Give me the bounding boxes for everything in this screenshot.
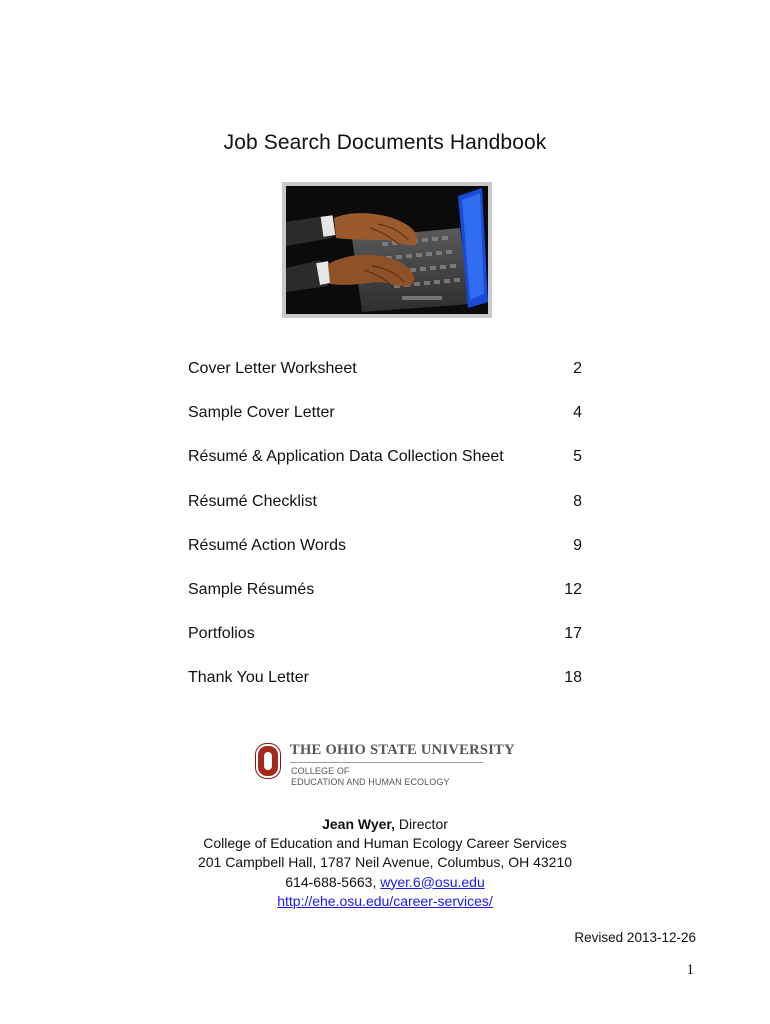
- toc-item-page: 17: [564, 625, 582, 643]
- logo-college-line: COLLEGE OF: [291, 766, 350, 776]
- revision-date: Revised 2013-12-26: [574, 930, 696, 945]
- contact-name: Jean Wyer,: [322, 816, 395, 832]
- toc-item-label: Résumé Checklist: [188, 492, 317, 510]
- logo-college-line: EDUCATION AND HUMAN ECOLOGY: [291, 777, 450, 787]
- toc-item-page: 18: [564, 669, 582, 687]
- toc-item-label: Portfolios: [188, 625, 255, 643]
- toc-row[interactable]: [188, 446, 582, 490]
- toc-item-page: 9: [573, 536, 582, 554]
- toc-item-label: Sample Cover Letter: [188, 404, 335, 422]
- toc-item-page: 2: [573, 360, 582, 377]
- contact-phone-line: [0, 873, 770, 892]
- contact-phone: 614-688-5663,: [285, 873, 377, 890]
- toc-item-label: Résumé Action Words: [188, 536, 346, 554]
- toc-row[interactable]: [188, 358, 582, 402]
- contact-block: [0, 815, 770, 911]
- toc-item-page: 8: [573, 492, 582, 510]
- toc-row[interactable]: [188, 402, 582, 446]
- toc-item-page: 12: [564, 580, 582, 598]
- hands-typing-on-laptop-icon: [282, 182, 492, 318]
- contact-office: College of Education and Human Ecology Career Services: [203, 835, 567, 852]
- contact-email-link[interactable]: wyer.6@osu.edu: [380, 873, 485, 890]
- contact-name-line: [0, 815, 770, 834]
- university-logo: [255, 740, 515, 792]
- toc-item-page: 5: [573, 448, 582, 466]
- toc-row[interactable]: [188, 535, 582, 579]
- logo-divider: [290, 762, 483, 763]
- table-of-contents: [188, 358, 582, 712]
- contact-address: 201 Campbell Hall, 1787 Neil Avenue, Columbus, OH 43210: [197, 854, 573, 871]
- toc-row[interactable]: [188, 667, 582, 711]
- toc-item-label: Cover Letter Worksheet: [188, 360, 357, 377]
- toc-row[interactable]: [188, 579, 582, 623]
- contact-website-link[interactable]: http://ehe.osu.edu/career-services/: [277, 892, 493, 909]
- toc-row[interactable]: [188, 491, 582, 535]
- page-title: Job Search Documents Handbook: [223, 131, 547, 154]
- logo-university-name: THE OHIO STATE UNIVERSITY: [290, 742, 515, 758]
- toc-item-label: Thank You Letter: [188, 669, 309, 687]
- logo-college-name: [291, 766, 450, 788]
- contact-role: Director: [395, 816, 448, 832]
- toc-item-label: Sample Résumés: [188, 580, 315, 598]
- page-number: 1: [686, 962, 694, 978]
- block-o-logo-icon: [255, 743, 281, 779]
- contact-website-line: [0, 892, 770, 911]
- toc-item-page: 4: [573, 404, 582, 422]
- toc-item-label: Résumé & Application Data Collection Sheet: [188, 448, 504, 466]
- toc-row[interactable]: [188, 623, 582, 667]
